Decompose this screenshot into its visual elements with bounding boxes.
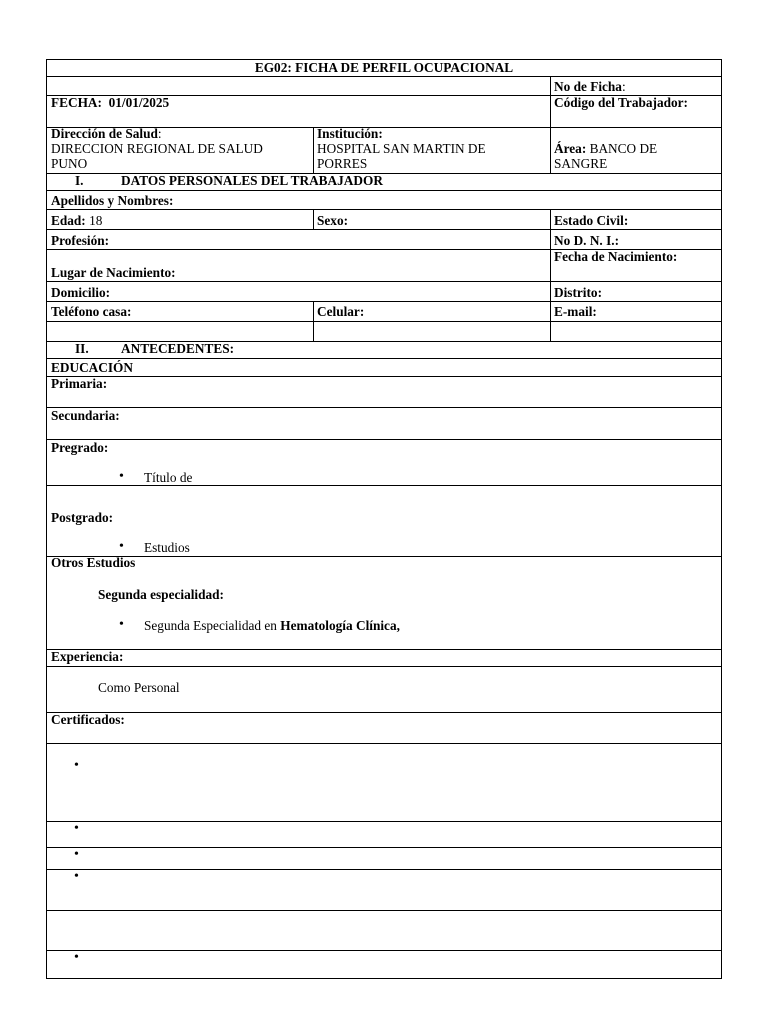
bullet-icon <box>74 847 79 862</box>
bullet-icon <box>74 869 79 884</box>
area-label: Área: <box>554 141 587 156</box>
rule <box>47 209 721 210</box>
direccion-value-1: DIRECCION REGIONAL DE SALUD <box>51 141 263 156</box>
institucion-label: Institución: <box>317 126 383 141</box>
rule <box>47 358 721 359</box>
apellidos-label: Apellidos y Nombres: <box>51 193 174 208</box>
section-2-title: ANTECEDENTES: <box>121 341 235 356</box>
rule <box>47 869 721 870</box>
rule <box>47 743 721 744</box>
occupational-profile-form <box>46 59 722 979</box>
rule <box>47 190 721 191</box>
lugar-nacimiento-label: Lugar de Nacimiento: <box>51 265 176 280</box>
section-1-title: DATOS PERSONALES DEL TRABAJADOR <box>121 173 383 188</box>
direccion-salud-field <box>47 126 313 171</box>
telefono-label: Teléfono casa: <box>51 304 132 319</box>
pregrado-label: Pregrado: <box>51 440 109 455</box>
institucion-value-2: PORRES <box>317 156 368 171</box>
celular-label: Celular: <box>317 304 365 319</box>
codigo-trabajador-label: Código del Trabajador: <box>554 95 688 110</box>
bullet-icon <box>119 539 124 554</box>
postgrado-label: Postgrado: <box>51 510 114 525</box>
rule <box>47 950 721 951</box>
area-value-1: BANCO DE <box>589 141 658 156</box>
dni-label: No D. N. I.: <box>554 233 620 248</box>
distrito-label: Distrito: <box>554 285 602 300</box>
fecha-field <box>47 95 547 110</box>
no-ficha-label: No de Ficha <box>554 79 622 94</box>
segunda-item-bold: Hematología Clínica, <box>280 618 400 633</box>
secundaria-label: Secundaria: <box>51 408 120 423</box>
fecha-nacimiento-label: Fecha de Nacimiento: <box>554 249 678 264</box>
rule <box>47 281 721 282</box>
primaria-label: Primaria: <box>51 376 108 391</box>
segunda-especialidad-label: Segunda especialidad: <box>98 587 224 602</box>
segunda-item-prefix: Segunda Especialidad en <box>144 618 277 633</box>
segunda-especialidad-item <box>140 618 640 633</box>
domicilio-label: Domicilio: <box>51 285 111 300</box>
edad-label: Edad: <box>51 213 86 228</box>
rule <box>47 301 721 302</box>
educacion-label: EDUCACIÓN <box>51 360 134 375</box>
experiencia-item: Como Personal <box>98 680 180 695</box>
rule <box>47 76 721 77</box>
section-2-number: II. <box>75 341 89 356</box>
rule <box>47 321 721 322</box>
edad-value: 18 <box>89 213 103 228</box>
postgrado-item: Estudios <box>144 540 190 555</box>
email-label: E-mail: <box>554 304 597 319</box>
rule <box>47 910 721 911</box>
fecha-value: 01/01/2025 <box>108 95 170 110</box>
edad-field <box>47 213 313 228</box>
otros-estudios-label: Otros Estudios <box>51 555 136 570</box>
section-1-number: I. <box>75 173 84 188</box>
pregrado-item: Título de <box>144 470 193 485</box>
area-field <box>550 141 722 171</box>
fecha-label: FECHA: <box>51 95 102 110</box>
bullet-icon <box>74 758 79 773</box>
no-ficha-colon: : <box>621 79 626 94</box>
rule <box>47 666 721 667</box>
form-title: EG02: FICHA DE PERFIL OCUPACIONAL <box>254 60 514 75</box>
institucion-field <box>313 126 550 171</box>
sexo-label: Sexo: <box>317 213 349 228</box>
no-ficha-field <box>550 79 722 94</box>
profesion-label: Profesión: <box>51 233 110 248</box>
institucion-value-1: HOSPITAL SAN MARTIN DE <box>317 141 486 156</box>
rule <box>47 847 721 848</box>
rule <box>47 485 721 486</box>
direccion-value-2: PUNO <box>51 156 88 171</box>
bullet-icon <box>74 950 79 965</box>
experiencia-label: Experiencia: <box>51 649 124 664</box>
area-value-2: SANGRE <box>554 156 608 171</box>
direccion-label: Dirección de Salud <box>51 126 158 141</box>
bullet-icon <box>74 821 79 836</box>
rule <box>47 821 721 822</box>
bullet-icon <box>119 469 124 484</box>
direccion-colon: : <box>157 126 162 141</box>
rule <box>47 229 721 230</box>
certificados-label: Certificados: <box>51 712 125 727</box>
estado-civil-label: Estado Civil: <box>554 213 629 228</box>
bullet-icon <box>119 617 124 632</box>
